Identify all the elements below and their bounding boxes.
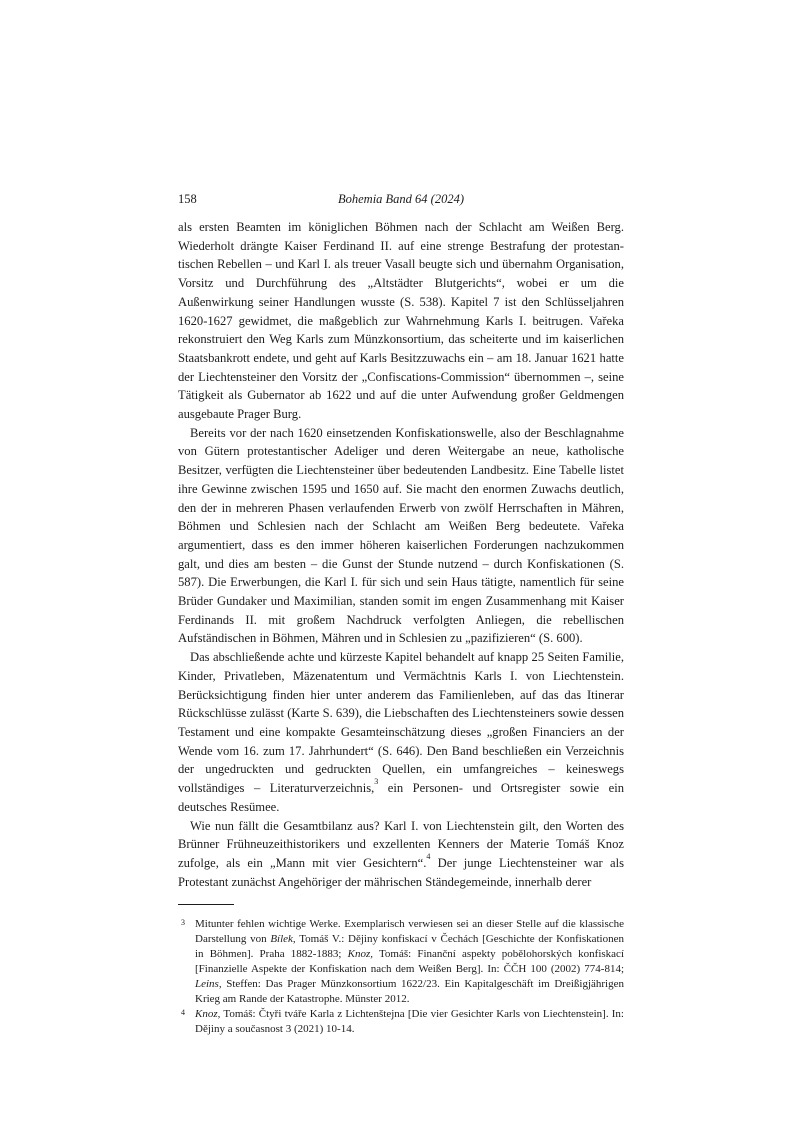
paragraph <box>178 817 624 892</box>
page-header <box>178 192 624 216</box>
footnote <box>178 1007 624 1037</box>
paragraph-text: Der junge Liechtensteiner war als Protestant zunächst Angehöriger der mährischen Ständegemeinde, innerhalb derer <box>178 855 624 889</box>
footnote-text: Tomáš V.: Dějiny konfiskací v Čechách [Geschichte der Konfiskationen in Böhmen]. Praha 1882-1883; <box>195 933 624 961</box>
footnote-text: Tomáš: Čtyři tváře Karla z Lichtenštejna [Die vier Gesichter Karls von Liechtenstein]. In: Dějiny a současnost 3 (2021) 10-14. <box>195 1008 624 1036</box>
author-name: Knoz, <box>195 1008 221 1021</box>
running-title: Bohemia Band 64 (2024) <box>337 192 465 206</box>
footnote <box>178 917 624 1007</box>
paragraph: Bereits vor der nach 1620 einsetzenden Konfiskationswelle, also der Beschlagnahme von Gütern protestantischer Adeliger und deren Weitergabe an neue, katholische Besitzer, verfügten die Liechtensteiner über bedeutenden Landbesitz. Eine Tabelle listet ihre Gewinne zwischen 1595 und 1650 auf. Sie macht den enormen Zuwachs deutlich, den der in mehreren Phasen verlaufenden Erwerb von zwölf Herrschaften in Mähren, Böhmen und Schlesien nach der Schlacht am Weißen Berg bedeutete. Vařeka argumentiert, dass es den immer höheren kaiserlichen Forderungen nachzukommen galt, und dies am besten – die Gunst der Stunde nutzend – durch Konfiskationen (S. 587). Die Erwerbungen, die Karl I. für sich und sein Haus tätigte, namentlich für seine Brüder Gundaker und Maximilian, standen somit im engen Zusammenhang mit Kaiser Ferdinands II. mit großem Nachdruck verfolgten Anliegen, die rebellischen Aufständischen in Böhmen, Mähren und in Schlesien zu „pazifizieren“ (S. 600). <box>178 425 624 646</box>
author-name: Knoz, <box>347 948 374 961</box>
paragraph <box>178 648 624 816</box>
document-page <box>178 192 624 1037</box>
footnote-text: Steffen: Das Prager Münzkonsortium 1622/23. Ein Kapitalgeschäft im Dreißigjährigen Krieg am Rande der Katastrophe. Münster 2012. <box>195 978 624 1006</box>
footnote-divider <box>178 904 234 905</box>
paragraph: als ersten Beamten im königlichen Böhmen nach der Schlacht am Weißen Berg. Wiederholt drängte Kaiser Ferdinand II. auf eine strenge Bestrafung der protestantischen Rebellen – und Karl I. als treuer Vasall beugte sich und übernahm Organisation, Vorsitz und Durchführung des „Altstädter Blutgerichts“, wobei er um die Außenwirkung seiner Handlungen wusste (S. 538). Kapitel 7 ist den Schlüsseljahren 1620-1627 gewidmet, die maßgeblich zur Wahrnehmung Karls I. beitrugen. Vařeka rekonstruiert den Weg Karls zum Münzkonsortium, das scheiterte und im kaiserlichen Staatsbankrott endete, und geht auf Karls Besitzzuwachs ein – am 18. Januar 1621 hatte der Liechtensteiner den Vorsitz der „Confiscations-Commission“ übernommen –, seine Tätigkeit als Gubernator ab 1622 und auf die unter Aufwendung großer Geldmengen ausgebaute Prager Burg. <box>178 220 624 422</box>
footnote-number: 3 <box>181 918 185 928</box>
footnote-ref[interactable]: 3 <box>374 777 379 787</box>
author-name: Leins, <box>195 978 222 991</box>
footnote-text: Tomáš: Finanční aspekty pobělohorských konfiskací [Finanzielle Aspekte der Konfiskation nach dem Weißen Berg]. In: ČČH 100 (2002) 774-814; <box>195 948 624 976</box>
footnote-text: Mitunter fehlen wichtige Werke. Exemplarisch verwiesen sei an dieser Stelle auf die klassische Darstellung von <box>195 918 624 946</box>
footnote-number: 4 <box>181 1008 185 1018</box>
body-text <box>178 218 624 891</box>
footnotes <box>178 917 624 1037</box>
author-name: Bílek, <box>270 933 296 946</box>
paragraph-text: Das abschließende achte und kürzeste Kapitel behandelt auf knapp 25 Seiten Familie, Kinder, Privatleben, Mäzenatentum und Vermächtnis Karls I. von Liechtenstein. Berücksichtigung finden hier unter anderem das Familienleben, auf das das Itinerar Rückschlüsse zulässt (Karte S. 639), die Liebschaften des Liechtensteiners sowie dessen Testament und eine kompakte Gesamteinschätzung dieses „großen Financiers an der Wende vom 16. zum 17. Jahrhundert“ (S. 646). Den Band beschließen ein Verzeichnis der ungedruckten und gedruckten Quellen, ein umfangreiches – keineswegs vollständiges – Literaturverzeichnis, <box>178 650 624 796</box>
page-number: 158 <box>178 192 197 206</box>
paragraph-text: Wie nun fällt die Gesamtbilanz aus? Karl I. von Liechtenstein gilt, den Worten des Brünner Frühneuzeithistorikers und exzellenten Kenners der Materie Tomáš Knoz zufolge, als ein „Mann mit vier Gesichtern“. <box>178 818 624 870</box>
paragraph-text: ein Personen- und Ortsregister sowie ein deutsches Resümee. <box>178 781 624 814</box>
footnote-ref[interactable]: 4 <box>426 851 431 861</box>
